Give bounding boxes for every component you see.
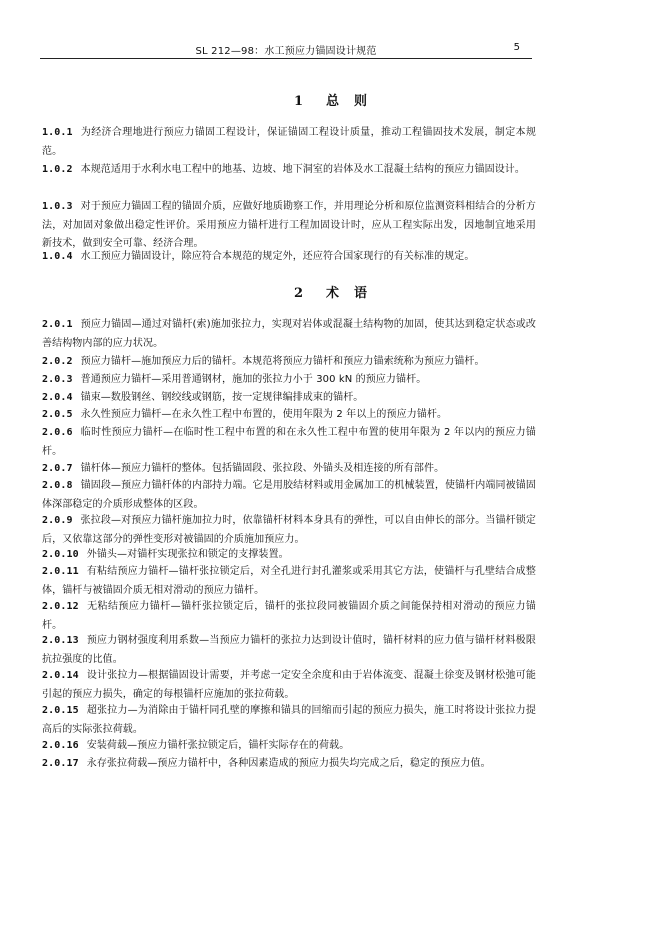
clause-number: 1.0.4 — [42, 251, 73, 262]
clause-text: 永久性预应力锚杆—在永久性工程中布置的，使用年限为 2 年以上的预应力锚杆。 — [80, 409, 448, 420]
header-title: SL 212—98：水工预应力锚固设计规范 — [195, 46, 377, 57]
clause-text: 为经济合理地进行预应力锚固工程设计，保证锚固工程设计质量，推动工程锚固技术发展，制定本规范。 — [42, 127, 536, 157]
clause-2-0-5 — [42, 406, 536, 425]
clause-1-0-4 — [42, 248, 536, 267]
clause-number: 2.0.4 — [42, 392, 73, 403]
section-number: 1 — [293, 94, 305, 109]
clause-2-0-3 — [42, 371, 536, 390]
clause-text: 超张拉力—为消除由于锚杆同孔壁的摩擦和锚具的回缩而引起的预应力损失，施工时将设计张拉力提高后的实际张拉荷载。 — [42, 705, 536, 735]
clause-number: 2.0.11 — [42, 566, 79, 577]
clause-1-0-3 — [42, 198, 536, 254]
clause-text: 水工预应力锚固设计，除应符合本规范的规定外，还应符合国家现行的有关标准的规定。 — [80, 251, 475, 262]
clause-text: 本规范适用于水利水电工程中的地基、边坡、地下洞室的岩体及水工混凝土结构的预应力锚固设计。 — [80, 164, 526, 175]
section-heading-1 — [0, 90, 662, 109]
clause-text: 设计张拉力—根据锚固设计需要，并考虑一定安全余度和由于岩体流变、混凝土徐变及钢材松弛可能引起的预应力损失，确定的每根锚杆应施加的张拉荷载。 — [42, 670, 536, 700]
clause-text: 外锚头—对锚杆实现张拉和锁定的支撑装置。 — [86, 549, 289, 560]
clause-2-0-1 — [42, 316, 536, 353]
clause-2-0-10 — [42, 546, 536, 565]
clause-number: 1.0.2 — [42, 164, 73, 175]
clause-text: 锚杆体—预应力锚杆的整体。包括锚固段、张拉段、外锚头及相连接的所有部件。 — [80, 463, 445, 474]
clause-number: 1.0.1 — [42, 127, 73, 138]
section-number: 2 — [293, 286, 305, 301]
clause-text: 锚束—数股钢丝、钢绞线或钢筋，按一定规律编排成束的锚杆。 — [80, 392, 364, 403]
clause-1-0-1 — [42, 124, 536, 161]
clause-2-0-4 — [42, 389, 536, 408]
clause-number: 2.0.2 — [42, 356, 73, 367]
clause-number: 2.0.8 — [42, 480, 73, 491]
clause-2-0-17 — [42, 755, 536, 774]
clause-2-0-13 — [42, 632, 536, 669]
clause-number: 2.0.10 — [42, 549, 79, 560]
clause-2-0-14 — [42, 667, 536, 704]
clause-number: 2.0.3 — [42, 374, 73, 385]
clause-number: 2.0.16 — [42, 740, 79, 751]
clause-text: 预应力锚固—通过对锚杆(索)施加张拉力，实现对岩体或混凝土结构物的加固，使其达到稳定状态或改善结构物内部的应力状况。 — [42, 319, 536, 349]
section-title: 总 则 — [326, 94, 369, 109]
clause-number: 2.0.15 — [42, 705, 79, 716]
clause-text: 预应力锚杆—施加预应力后的锚杆。本规范将预应力锚杆和预应力锚索统称为预应力锚杆。 — [80, 356, 485, 367]
clause-2-0-11 — [42, 563, 536, 600]
clause-2-0-8 — [42, 477, 536, 514]
section-heading-2 — [0, 282, 662, 301]
clause-number: 2.0.13 — [42, 635, 79, 646]
clause-number: 2.0.1 — [42, 319, 73, 330]
clause-text: 无粘结预应力锚杆—锚杆张拉锁定后，锚杆的张拉段同被锚固介质之间能保持相对滑动的预应力锚杆。 — [42, 601, 536, 631]
clause-number: 2.0.14 — [42, 670, 79, 681]
clause-number: 1.0.3 — [42, 201, 73, 212]
clause-text: 临时性预应力锚杆—在临时性工程中布置的和在永久性工程中布置的使用年限为 2 年以内的预应力锚杆。 — [42, 427, 536, 457]
clause-text: 安装荷载—预应力锚杆张拉锁定后，锚杆实际存在的荷载。 — [86, 740, 350, 751]
clause-2-0-6 — [42, 424, 536, 461]
clause-number: 2.0.6 — [42, 427, 73, 438]
page-number: 5 — [513, 42, 520, 53]
clause-text: 对于预应力锚固工程的锚固介质，应做好地质勘察工作，并用理论分析和原位监测资料相结合的分析方法，对加固对象做出稳定性评价。采用预应力锚杆进行工程加固设计时，应从工程实际出发，因地制宜地采用新技术，做到安全可靠、经济合理。 — [42, 201, 536, 249]
clause-number: 2.0.5 — [42, 409, 73, 420]
clause-2-0-16 — [42, 737, 536, 756]
clause-number: 2.0.9 — [42, 515, 73, 526]
clause-text: 有粘结预应力锚杆—锚杆张拉锁定后，对全孔进行封孔灌浆或采用其它方法，使锚杆与孔壁结合成整体，锚杆与被锚固介质无相对滑动的预应力锚杆。 — [42, 566, 536, 596]
clause-2-0-15 — [42, 702, 536, 739]
clause-1-0-2 — [42, 161, 536, 180]
clause-number: 2.0.17 — [42, 758, 79, 769]
clause-number: 2.0.12 — [42, 601, 79, 612]
clause-text: 预应力钢材强度利用系数—当预应力锚杆的张拉力达到设计值时，锚杆材料的应力值与锚杆材料极限抗拉强度的比值。 — [42, 635, 536, 665]
clause-2-0-7 — [42, 460, 536, 479]
clause-2-0-2 — [42, 353, 536, 372]
clause-text: 永存张拉荷载—预应力锚杆中，各种因素造成的预应力损失均完成之后，稳定的预应力值。 — [86, 758, 491, 769]
clause-2-0-9 — [42, 512, 536, 549]
clause-text: 普通预应力锚杆—采用普通钢材，施加的张拉力小于 300 kN 的预应力锚杆。 — [80, 374, 427, 385]
section-title: 术 语 — [326, 286, 369, 301]
clause-number: 2.0.7 — [42, 463, 73, 474]
clause-text: 张拉段—对预应力锚杆施加拉力时，依靠锚杆材料本身具有的弹性，可以自由伸长的部分。当锚杆锁定后，又依靠这部分的弹性变形对被锚固的介质施加预应力。 — [42, 515, 536, 545]
running-header — [40, 38, 532, 59]
clause-2-0-12 — [42, 598, 536, 635]
clause-text: 锚固段—预应力锚杆体的内部持力端。它是用胶结材料或用金属加工的机械装置，使锚杆内端同被锚固体深部稳定的介质形成整体的区段。 — [42, 480, 536, 510]
